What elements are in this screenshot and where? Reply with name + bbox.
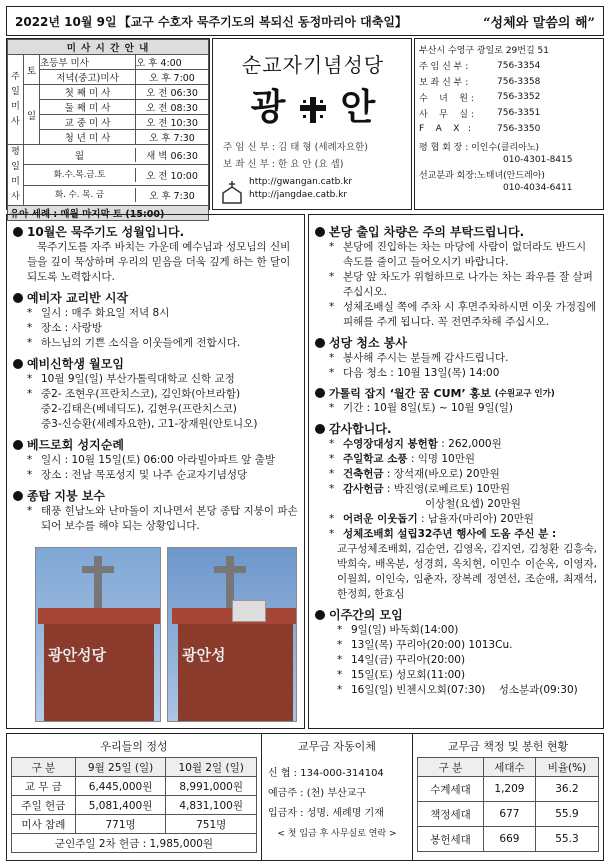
section-seminarian (13, 355, 298, 372)
contact-label: 수 녀 원 : (419, 93, 474, 104)
list-item: 하느님의 기쁜 소식을 이웃들에게 전합시다. (41, 337, 241, 349)
mass-time: 오 후 4:00 (136, 58, 182, 69)
parish-name-right: 안 (340, 86, 376, 128)
contact-phone: 756-3351 (497, 108, 541, 119)
mass-time: 오 전 10:30 (146, 118, 198, 129)
mass-name: 화. 수. 목. 금 (24, 188, 136, 202)
year-motto: “성체와 말씀의 해” (483, 15, 595, 31)
section-catechumen (13, 289, 298, 306)
donation-label: 주일학교 소풍 (343, 453, 408, 465)
bullet-dot-icon (315, 338, 325, 348)
parish-subtitle: 순교자기념성당 (241, 53, 385, 77)
table-cell: 677 (483, 802, 535, 827)
list-item: 일시 : 매주 화요일 저녁 8시 (41, 307, 170, 319)
mass-time: 새 벽 06:30 (146, 150, 198, 162)
section-magazine (315, 385, 597, 401)
section-parking (315, 223, 597, 240)
rosary-body: 묵주기도를 자주 바치는 가운데 예수님과 성모님의 신비들을 깊이 묵상하며 우리의 믿음을 더욱 깊게 하는 한 달이 되도록 노력합시다. (27, 241, 291, 283)
autopay-line: 예금주 : (천) 부산교구 (268, 788, 366, 799)
bullet-dot-icon (315, 227, 325, 237)
table-cell: 8,991,000원 (166, 777, 257, 796)
section-title: 베드로회 성지순례 (27, 438, 124, 452)
bullet-dot-icon (315, 424, 325, 434)
table-footer: 군인주일 2차 헌금 : 1,985,000원 (12, 834, 257, 853)
table-cell: 55.9 (535, 802, 598, 827)
donation-label: 감사헌금 (343, 483, 384, 495)
list-item: 장소 : 전남 목포성지 및 나주 순교자기념성당 (41, 469, 248, 481)
table-cell: 미사 참례 (12, 815, 76, 834)
section-rosary-month (13, 223, 298, 240)
autopay-line: 신 협 : 134-000-314104 (268, 768, 384, 779)
bullet-dot-icon (13, 359, 23, 369)
status-table (417, 757, 599, 852)
parish-name (213, 79, 413, 130)
donation-value: : 익명 10만원 (407, 453, 475, 465)
header-bar (6, 6, 604, 36)
contact-label: 사 무 실 : (419, 109, 474, 120)
table-cell: 수계세대 (418, 777, 484, 802)
contact-phone: 756-3350 (497, 124, 541, 135)
list-item: 중2- 조현우(프란치스코), 김인화(아브라함) (41, 388, 241, 400)
donation-value: : 박진영(로베르토) 10만원 (383, 483, 510, 495)
section-title: 이주간의 모임 (329, 608, 403, 622)
bullet-dot-icon (13, 491, 23, 501)
mass-time: 오 후 7:30 (149, 133, 195, 144)
list-item: 10월 9일(일) 부산가톨릭대학교 신학 교정 (41, 373, 235, 385)
list-item: 일시 : 10월 15일(토) 06:00 아라빌아파트 앞 출발 (41, 454, 276, 466)
autopay-note: < 첫 입금 후 사무실로 연락 > (277, 829, 397, 839)
list-item: 기간 : 10월 8일(토) ~ 10월 9일(일) (343, 402, 513, 414)
church-outline-icon (219, 179, 245, 205)
website-link-2[interactable]: http://jangdae.catb.kr (249, 190, 348, 200)
section-thanks (315, 420, 597, 437)
mass-time: 오 후 7:00 (149, 73, 195, 84)
contact-phone: 756-3352 (497, 92, 541, 103)
contact-phone: 756-3358 (497, 76, 541, 87)
parish-logo-box (212, 38, 412, 210)
mass-name: 둘 째 미 사 (40, 100, 136, 114)
autopay-box (261, 734, 413, 860)
section-title: 10월은 묵주기도 성월입니다. (27, 225, 185, 239)
mass-schedule (6, 38, 210, 220)
table-cell: 주일 헌금 (12, 796, 76, 815)
list-item: 본당에 진입하는 차는 마당에 사람이 없더라도 반드시 속도를 줄이고 들어오시기 바랍니다. (343, 241, 587, 268)
table-cell: 4,831,100원 (166, 796, 257, 815)
parish-address: 부산시 수영구 광일로 29번길 51 (419, 46, 549, 56)
table-cell: 5,081,400원 (75, 796, 166, 815)
mass-name: 교 중 미 사 (40, 115, 136, 129)
list-item: 성체조배실 쪽에 주차 시 후면주차하시면 이웃 가정집에 피해를 주게 됩니다. 꼭 전면주차해 주십시오. (343, 301, 597, 328)
table-header: 세대수 (483, 758, 535, 777)
website-link-1[interactable]: http://gwangan.catb.kr (249, 177, 353, 187)
donation-label: 건축헌금 (343, 468, 384, 480)
table-header: 비율(%) (535, 758, 598, 777)
section-note: (수원교구 인가) (494, 389, 555, 399)
assistant-line (223, 156, 368, 170)
list-item: 본당 앞 차도가 위험하므로 나가는 차는 좌우를 잘 살펴 주십시오. (343, 271, 593, 298)
bullet-dot-icon (315, 388, 325, 398)
list-item: 태풍 힌남노와 난마돌이 지나면서 본당 종탑 지붕이 파손되어 보수를 해야 되는 상황입니다. (41, 505, 298, 532)
donation-value: : 262,000원 (437, 438, 502, 450)
table-cell: 1,209 (483, 777, 535, 802)
contact-label: 주 임 신 부 : (419, 62, 469, 73)
table-cell: 55.3 (535, 827, 598, 852)
photo-sign-text: 광안성 (182, 646, 226, 664)
list-item: 9일(일) 바독회(14:00) (351, 624, 459, 636)
mass-time: 오 전 06:30 (146, 88, 198, 99)
list-item: 13일(목) 꾸리아(20:00) 1013Cu. (351, 639, 513, 651)
table-cell: 771명 (75, 815, 166, 834)
list-item: 중2-김태은(베네딕도), 김현우(프란치스코) (41, 403, 237, 415)
table-header: 9월 25일 (일) (75, 758, 166, 777)
section-bell-tower (13, 487, 298, 504)
sunday-label: 일 (24, 85, 40, 145)
mass-time: 오 전 10:00 (146, 170, 198, 182)
bulletin-date: 2022년 10월 9일 (15, 14, 117, 29)
bell-tower-photo-1 (35, 547, 161, 722)
mass-name: 초등부 미사 (40, 55, 136, 69)
donor-names: 교구성체조배회, 김순연, 김영옥, 김지연, 김청환 김흥숙, 박희숙, 배옥분, 성경희, 옥치현, 이민수 이순옥, 이영자, 이월희, 이인숙, 임춘자, 장복례 정연선, 조순애, 최재석, 한정희, 한효심 (337, 543, 597, 600)
pastor-label: 주 임 신 부 : (223, 142, 275, 153)
mission-president: 선교분과 회장:노태녀(안드레아) (419, 170, 545, 181)
list-item: 15일(토) 성모회(11:00) (351, 669, 466, 681)
cross-emblem-icon (298, 95, 328, 125)
mass-name: 화.수.목.금.토 (24, 168, 136, 182)
contribution-status-box (413, 734, 603, 860)
bottom-panel (6, 733, 604, 861)
left-column: 10월은 묵주기도 성월입니다. 묵주기도를 자주 바치는 가운데 예수님과 성모님의 신비들을 깊이 묵상하며 우리의 믿음을 더욱 깊게 하는 한 달이 되도록 노력합시다. 예비자 교리반 시작 * 일시 : 매주 화요일 저녁 8시 * 장소 : 사랑방 * 하느님의 기쁜 소식을 이웃들에게 전합시다. 예비신학생 월모임 * 10월 9일(일) 부산가톨릭대학교 신학 교정 * 중2- 조현우(프란치스코), 김인화(아브라함) 중2-김태은(베네딕도), 김현우(프란치스코) 중3-신승환(세례자요한), 고1-장재원(안토니오) 베드로회 성지순례 * 일시 : 10월 15일(토) 06:00 아라빌아파트 앞 출발 * 장소 : 전남 목포성지 및 나주 순교자기념성당 종탑 지붕 보수 * 태풍 힌남노와 난마돌이 지나면서 본당 종탑 지붕이 파손되어 보수를 해야 되는 상황입니다. 광안성당 광안성 (6, 214, 305, 729)
section-title: 예비신학생 월모임 (27, 357, 124, 371)
table-header: 10월 2일 (일) (166, 758, 257, 777)
status-title: 교무금 책정 및 봉헌 현황 (447, 740, 569, 753)
list-item: 16일(일) 빈첸시오회(07:30) 성소분과(09:30) (351, 684, 578, 696)
table-cell: 669 (483, 827, 535, 852)
mass-name: 저녁(중고)미사 (40, 70, 136, 84)
list-item: 14일(금) 꾸리아(20:00) (351, 654, 466, 666)
bullet-dot-icon (315, 610, 325, 620)
table-cell: 교 무 금 (12, 777, 76, 796)
offering-title: 우리들의 정성 (100, 740, 168, 753)
offering-table-box (7, 734, 261, 860)
autopay-title: 교무금 자동이체 (298, 740, 376, 753)
list-item: 중3-신승환(세례자요한), 고1-장재원(안토니오) (41, 418, 258, 430)
contact-phone: 756-3354 (497, 60, 541, 71)
mass-name: 월 (24, 148, 136, 162)
parish-name-left: 광 (250, 86, 286, 128)
council-phone: 010-4301-8415 (503, 154, 573, 165)
list-item: 장소 : 사랑방 (41, 322, 102, 334)
section-meetings (315, 606, 597, 623)
mission-phone: 010-4034-6411 (503, 182, 573, 193)
donation-label: 어려운 이웃돕기 (343, 513, 418, 525)
contact-label: 보 좌 신 부 : (419, 78, 469, 89)
schedule-title: 미 사 시 간 안 내 (8, 40, 209, 55)
bell-tower-photo-2 (167, 547, 297, 722)
list-item: 다음 청소 : 10월 13일(목) 14:00 (343, 367, 500, 379)
mass-name: 첫 째 미 사 (40, 85, 136, 99)
donation-value: : 남율자(마리아) 20만원 (417, 513, 534, 525)
mass-time: 오 전 08:30 (146, 103, 198, 114)
weekday-label: 평일미사 (8, 145, 24, 206)
table-cell: 책정세대 (418, 802, 484, 827)
council-president: 평 협 회 장 : 이인수(클리아노) (419, 142, 539, 153)
donation-value: 이상철(요셉) 20만원 (425, 498, 521, 510)
section-title: 종탑 지붕 보수 (27, 489, 105, 503)
section-title: 성당 청소 봉사 (329, 336, 407, 350)
section-title: 가톨릭 잡지 ‘월간 꿈 CUM’ 홍보 (329, 387, 491, 400)
section-pilgrimage (13, 436, 298, 453)
table-cell: 6,445,000원 (75, 777, 166, 796)
mass-name: 청 년 미 사 (40, 130, 136, 144)
bullet-dot-icon (13, 227, 23, 237)
section-title: 예비자 교리반 시작 (27, 291, 129, 305)
photo-sign-text: 광안성당 (48, 646, 106, 664)
table-header: 구 분 (12, 758, 76, 777)
section-cleaning (315, 334, 597, 351)
donation-value: : 장석재(바오로) 20만원 (383, 468, 500, 480)
autopay-line: 입금자 : 성명. 세례명 기재 (268, 808, 384, 819)
mass-time: 오 후 7:30 (149, 191, 195, 203)
table-cell: 봉헌세대 (418, 827, 484, 852)
table-cell: 751명 (166, 815, 257, 834)
offering-table (11, 757, 257, 853)
donation-label: 성체조배회 설립32주년 행사에 도움 주신 분 : (343, 528, 557, 540)
donation-label: 수영장대성지 봉헌함 (343, 438, 438, 450)
assistant-label: 보 좌 신 부 : (223, 159, 275, 170)
contact-box (414, 38, 604, 210)
table-header: 구 분 (418, 758, 484, 777)
pastor-line (223, 139, 368, 153)
table-cell: 36.2 (535, 777, 598, 802)
list-item: 봉사해 주시는 분들께 감사드립니다. (343, 352, 509, 364)
right-column: 본당 출입 차량은 주의 부탁드립니다. * 본당에 진입하는 차는 마당에 사람이 없더라도 반드시 속도를 줄이고 들어오시기 바랍니다. * 본당 앞 차도가 위험하므로 나가는 차는 좌우를 잘 살펴 주십시오. * 성체조배실 쪽에 주차 시 후면주차하시면 이웃 가정집에 피해를 주게 됩니다. 꼭 전면주차해 주십시오. 성당 청소 봉사 * 봉사해 주시는 분들께 감사드립니다. * 다음 청소 : 10월 13일(목) 14:00 가톨릭 잡지 ‘월간 꿈 CUM’ 홍보 (수원교구 인가) * 기간 : 10월 8일(토) ~ 10월 9일(일) 감사합니다. * 수영장대성지 봉헌함 : 262,000원 * 주일학교 소풍 : 익명 10만원 * 건축헌금 : 장석재(바오로) 20만원 * 감사헌금 : 박진영(로베르토) 10만원 이상철(요셉) 20만원 * 어려운 이웃돕기 : 남율자(마리아) 20만원 * 성체조배회 설립32주년 행사에 도움 주신 분 : 교구성체조배회, 김순연, 김영옥, 김지연, 김청환 김흥숙, 박희숙, 배옥분, 성경희, 옥치현, 이민수 이순옥, 이영자, 이월희, 이인숙, 임춘자, 장복례 정연선, 조순애, 최재석, 한정희, 한효심 이주간의 모임 * 9일(일) 바독회(14:00) * 13일(목) 꾸리아(20:00) 1013Cu. * 14일(금) 꾸리아(20:00) * 15일(토) 성모회(11:00) * 16일(일) 빈첸시오회(07:30) 성소분과(09:30) (308, 214, 604, 729)
infant-baptism: 유아 세례 : 매월 마지막 토 (15:00) (8, 206, 209, 221)
bullet-dot-icon (13, 440, 23, 450)
bullet-dot-icon (13, 293, 23, 303)
section-title: 감사합니다. (329, 422, 392, 436)
section-title: 본당 출입 차량은 주의 부탁드립니다. (329, 225, 525, 239)
contact-label: F A X : (419, 124, 472, 135)
feast-subtitle: 【교구 수호자 묵주기도의 복되신 동정마리아 대축일】 (118, 14, 407, 29)
weekend-label: 주일미사 (8, 55, 24, 145)
saturday-label: 토 (24, 55, 40, 85)
pastor-name: 김 태 형 (세례자요한) (278, 142, 368, 153)
assistant-name: 한 요 안 (요 셉) (278, 159, 344, 170)
